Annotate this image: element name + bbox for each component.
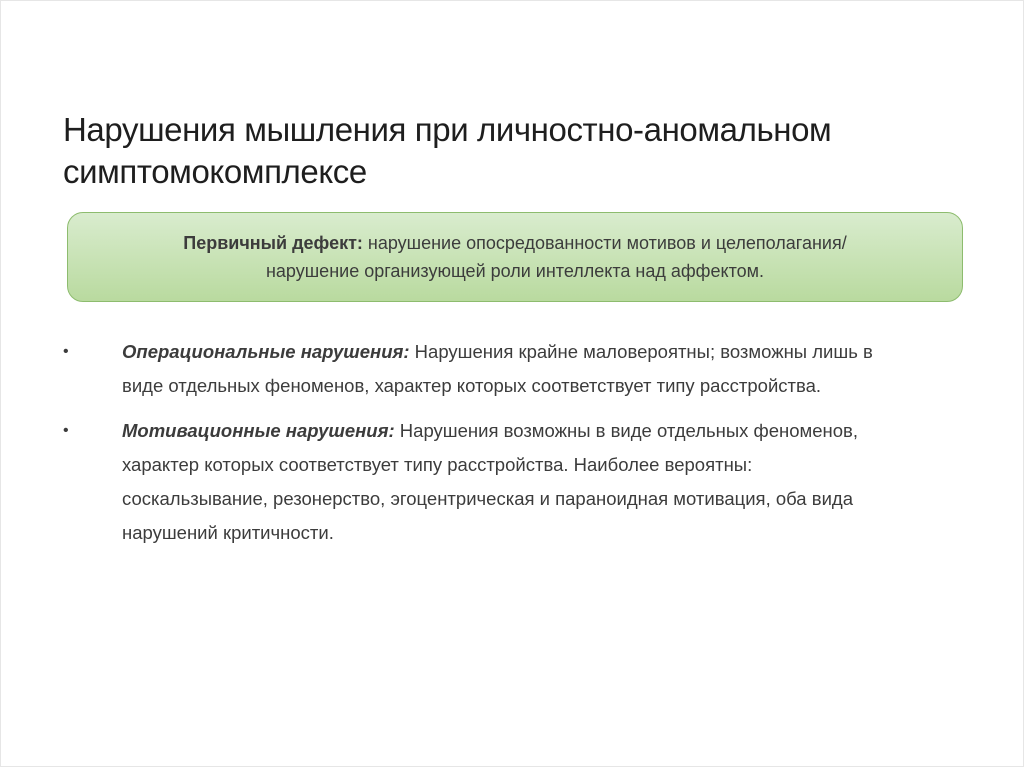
bullet-operational-line-1 [122,335,961,369]
bullet-operational-line-2: виде отдельных феноменов, характер которых соответствует типу расстройства. [122,375,822,396]
bullet-motivational-line-2: характер которых соответствует типу расстройства. Наиболее вероятны: [122,454,753,475]
bullet-operational [61,335,961,403]
primary-defect-line-2: нарушение организующей роли интеллекта над аффектом. [265,261,765,281]
primary-defect-box [67,212,963,302]
slide-title-line-2: симптомокомплексе [63,153,367,190]
primary-defect-text-1: нарушение опосредованности мотивов и целеполагания/ [362,233,847,253]
bullet-operational-text-1: Нарушения крайне маловероятны; возможны лишь в [409,341,873,362]
slide-title-line-1: Нарушения мышления при личностно-аномальном [63,111,832,148]
bullet-motivational-heading: Мотивационные нарушения: [122,420,395,441]
bullet-motivational-text-1: Нарушения возможны в виде отдельных феноменов, [394,420,859,441]
slide-title [63,109,963,193]
bullet-marker: • [63,422,69,439]
bullet-motivational-line-1 [122,414,961,448]
primary-defect-line-1 [183,229,846,257]
bullet-list [61,335,961,561]
primary-defect-label: Первичный дефект: [183,233,363,253]
bullet-motivational-line-4: нарушений критичности. [122,522,334,543]
bullet-motivational-line-3: соскальзывание, резонерство, эгоцентрическая и параноидная мотивация, оба вида [122,488,853,509]
bullet-motivational [61,414,961,550]
bullet-marker: • [63,343,69,360]
bullet-operational-heading: Операциональные нарушения: [122,341,410,362]
